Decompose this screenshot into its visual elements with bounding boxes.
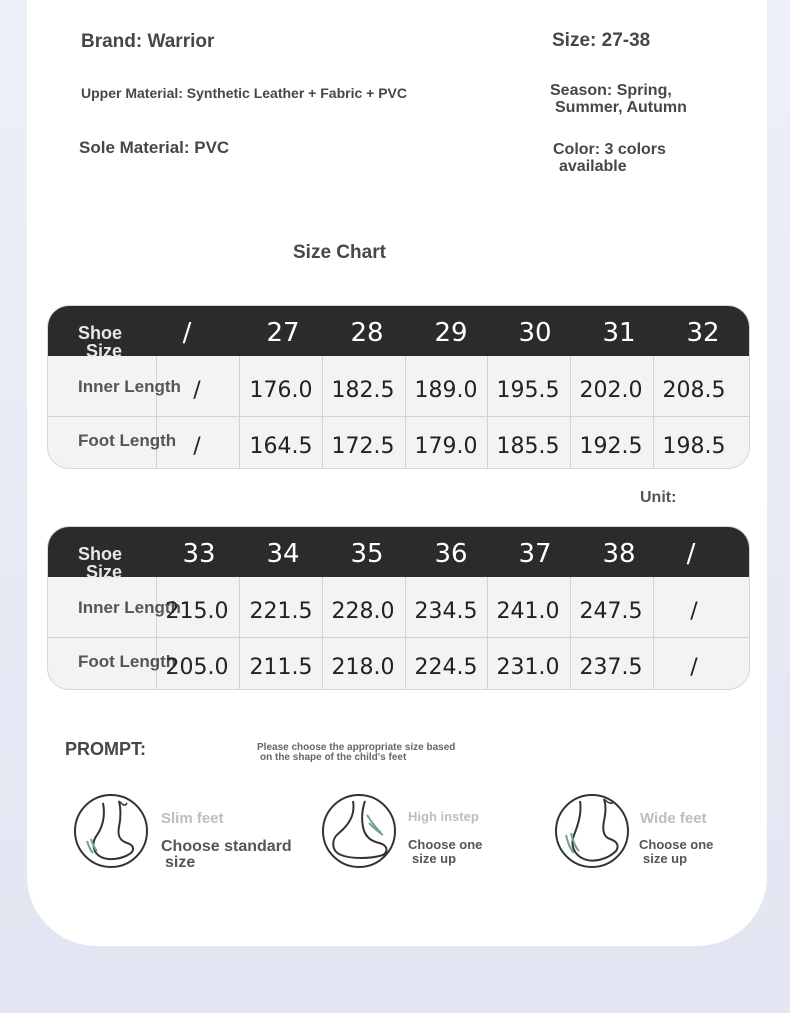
high-instep-title: High instep — [408, 809, 479, 824]
row-divider — [48, 637, 749, 638]
header-cell: 36 — [434, 539, 468, 569]
season-spec — [550, 82, 687, 116]
header-cell: 28 — [350, 318, 384, 348]
header-cell: 29 — [434, 318, 468, 348]
header-cell: 35 — [350, 539, 384, 569]
prompt-label: PROMPT: — [65, 739, 146, 759]
table-cell: / — [690, 655, 698, 680]
table-cell: 231.0 — [496, 655, 560, 680]
row-label-foot-length: Foot Length — [78, 431, 177, 450]
shoe-label: Shoe — [78, 323, 123, 343]
table-cell: 164.5 — [249, 434, 313, 459]
size-table-1 — [47, 305, 750, 469]
shoe-label: Shoe — [78, 544, 123, 564]
table-cell: 176.0 — [249, 378, 313, 403]
header-cell: 38 — [602, 539, 636, 569]
header-cell: 32 — [686, 318, 720, 348]
table-cell: / — [690, 599, 698, 624]
slim-feet-desc-line-2: size — [165, 854, 196, 871]
slim-feet-desc-line-1: Choose standard — [161, 838, 292, 855]
color-spec — [553, 141, 666, 175]
prompt-note-line-2: on the shape of the child's feet — [260, 752, 407, 763]
brand-spec: Brand: Warrior — [81, 31, 215, 52]
table-cell: 215.0 — [165, 599, 229, 624]
wide-feet-desc — [639, 838, 713, 866]
header-cell: 27 — [266, 318, 300, 348]
header-cell: 37 — [518, 539, 552, 569]
high-instep-desc-line-2: size up — [412, 851, 457, 866]
size-spec: Size: 27-38 — [552, 30, 651, 51]
table-cell: 185.5 — [496, 434, 560, 459]
table-cell: 179.0 — [414, 434, 478, 459]
size-table-2 — [47, 526, 750, 690]
header-cell: 33 — [182, 539, 216, 569]
table-cell: 198.5 — [662, 434, 726, 459]
table-cell: 192.5 — [579, 434, 643, 459]
high-instep-desc-line-1: Choose one — [408, 837, 483, 852]
shoe-size-label — [78, 324, 122, 360]
table-cell: 182.5 — [331, 378, 395, 403]
sole-material-spec: Sole Material: PVC — [79, 138, 230, 157]
table-cell: 202.0 — [579, 378, 643, 403]
header-cell: 30 — [518, 318, 552, 348]
table-cell: 228.0 — [331, 599, 395, 624]
slim-feet-desc — [161, 839, 292, 871]
table-cell: 208.5 — [662, 378, 726, 403]
wide-feet-title: Wide feet — [640, 810, 707, 827]
header-cell: 34 — [266, 539, 300, 569]
row-label-inner-length: Inner Length — [78, 598, 181, 617]
high-instep-desc — [408, 838, 482, 866]
table-cell: 237.5 — [579, 655, 643, 680]
upper-material-spec: Upper Material: Synthetic Leather + Fabric + PVC — [81, 85, 407, 101]
table-cell: 218.0 — [331, 655, 395, 680]
table-cell: 172.5 — [331, 434, 395, 459]
unit-label: Unit: — [640, 489, 677, 506]
color-line-2: available — [559, 158, 627, 175]
row-label-inner-length: Inner Length — [78, 377, 181, 396]
table-cell: 195.5 — [496, 378, 560, 403]
table-cell: / — [193, 378, 201, 403]
season-line-2: Summer, Autumn — [555, 99, 687, 116]
slim-feet-title: Slim feet — [161, 810, 224, 827]
wide-foot-icon — [554, 793, 630, 869]
header-cell: / — [182, 318, 192, 348]
color-line-1: Color: 3 colors — [553, 141, 666, 158]
table-cell: 189.0 — [414, 378, 478, 403]
shoe-size-label — [78, 545, 122, 581]
row-divider — [48, 416, 749, 417]
table-cell: 241.0 — [496, 599, 560, 624]
table-cell: 205.0 — [165, 655, 229, 680]
table-cell: 211.5 — [249, 655, 313, 680]
high-instep-foot-icon — [321, 793, 397, 869]
header-cell: 31 — [602, 318, 636, 348]
slim-foot-icon — [73, 793, 149, 869]
wide-feet-desc-line-2: size up — [643, 851, 688, 866]
size-label: Size — [86, 562, 123, 582]
size-label: Size — [86, 341, 123, 361]
row-label-foot-length: Foot Length — [78, 652, 177, 671]
season-line-1: Season: Spring, — [550, 82, 672, 99]
wide-feet-desc-line-1: Choose one — [639, 837, 714, 852]
size-chart-title: Size Chart — [293, 242, 386, 263]
table-cell: 247.5 — [579, 599, 643, 624]
table-cell: 221.5 — [249, 599, 313, 624]
prompt-note — [257, 743, 455, 763]
table-cell: 224.5 — [414, 655, 478, 680]
prompt-note-line-1: Please choose the appropriate size based — [257, 742, 456, 753]
header-cell: / — [686, 539, 696, 569]
table-cell: / — [193, 434, 201, 459]
table-cell: 234.5 — [414, 599, 478, 624]
